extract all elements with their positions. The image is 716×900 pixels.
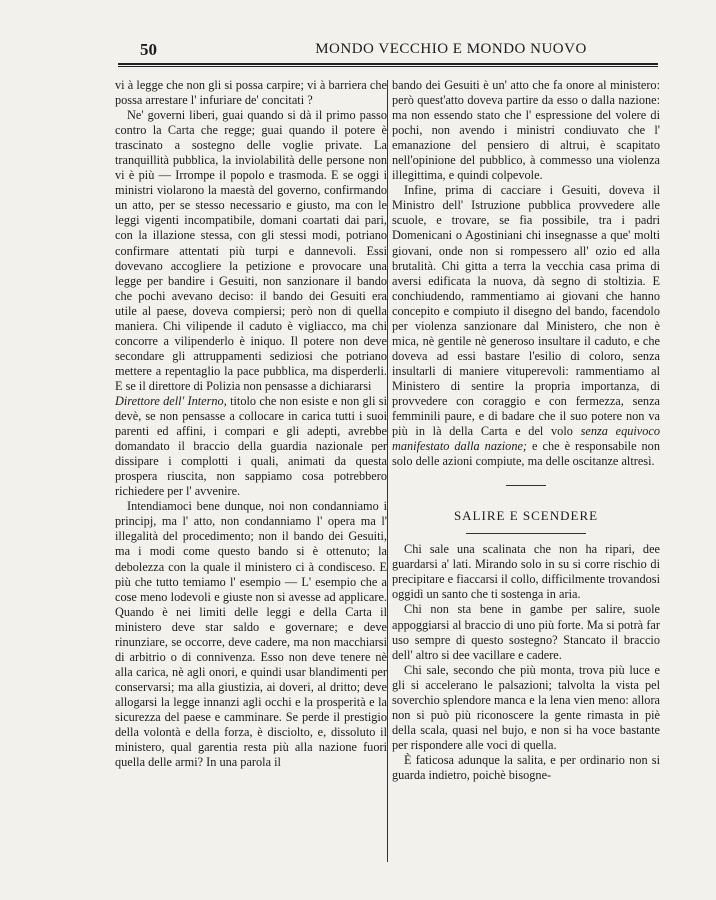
paragraph-continuation: titolo che non esiste e non gli si devè, se non pensasse a collocare in carica tutti i suoi parenti ed affini, i compari e gli adepti, avrebbe domandato il braccio della guardia nazionale per dissipare i complotti i quali, animati da questa prospera riuscita, non sappiamo cosa potrebbero richiedere per l' avvenire. <box>115 393 387 499</box>
paragraph: Ne' governi liberi, guai quando si dà il primo passo contro la Carta che regge; guai quando il potere è trascinato a sostegno delle voglie private. La tranquillità pubblica, la inviolabilità delle persone non vi è più — Irrompe il popolo e trasmoda. E se oggi i ministri violarono la maestà del governo, confirmando un atto, per se stesso necessario e giusto, ma con le leggi vigenti incompatibile, domani coartati dai pari, con la illazione stessa, con gli stessi modi, potriano confirmare attentati più turpi e dannevoli. Essi dovevano accogliere la petizione e provocare una legge per bandire i Gesuiti, non sanzionare il bando che pochi avevano deciso: il bando dei Gesuiti era utile al paese, doveva compiersi; però non di quella maniera. Chi vilipende il caduto è vigliacco, ma chi concorre a vilipenderlo è iniquo. Il potere non deve secondare gli attruppamenti sediziosi che potriano mettere a repentaglio la pace pubblica, ma disperderli. E se il direttore di Polizia non pensasse a dichiararsi <box>115 108 387 393</box>
paragraph: Chi sale una scalinata che non ha ripari, dee guardarsi a' lati. Mirando solo in su si corre rischio di precipitare e fiaccarsi il collo, difficilmente trovandosi oggidì un santo che ti sostenga in aria. <box>392 542 660 602</box>
paragraph-text: Infine, prima di cacciare i Gesuiti, doveva il Ministro dell' Istruzione pubblica provvedere alle scuole, e trovare, se fia possibile, tra i padri Domenicani o Agostiniani chi insegnasse a que' molti giovani, onde non si rompessero all' ozio ed alla brutalità. Chi gitta a terra la vecchia casa prima di aversi edificata la nuova, dà segno di stoltizia. E conchiudendo, rammentiamo ai giovani che hanno concepito e compiuto il disegno del bando, facendolo per violenza sanzionare dal Ministero, che non è mica, nè gentile nè generoso insultare il caduto, e che doveva ad essi bastare l'esilio di coloro, senza insultarli di maniere vituperevoli: rammentiamo al Ministero di sentire la propria importanza, di provvedere con coraggio e con fermezza, senza femminili paure, e di badare che il suo potere non va più in là della Carta e del volo <box>392 183 660 439</box>
column-divider <box>387 80 388 862</box>
paragraph: Chi sale, secondo che più monta, trova più luce e gli si accelerano le palsazioni; talvolta la vista pel soverchio splendore manca e la lena vien meno: allora non si può più riconoscere la gente rimasta in piè della scala, quasi nel bujo, e non si ha voce bastante per rispondere alle voci di quella. <box>392 662 660 752</box>
section-rule <box>466 533 586 534</box>
italic-phrase: senza equivoco manifestato dalla nazione; <box>392 424 660 454</box>
running-title: MONDO VECCHIO E MONDO NUOVO <box>315 41 587 57</box>
paragraph: Chi non sta bene in gambe per salire, suole appoggiarsi al braccio di uno più forte. Ma si potrà far uso sempre di questo sostegno? Stancato il braccio dell' altro si dee vacillare e cadere. <box>392 602 660 662</box>
header-rule <box>118 63 658 67</box>
paragraph <box>115 394 387 499</box>
italic-phrase: Direttore dell' Interno, <box>115 393 227 408</box>
paragraph: Intendiamoci bene dunque, noi non condanniamo i principj, ma l' atto, non condanniamo l' opera ma l' illegalità del procedimento; non il bando dei Gesuiti, ma i modi come questo bando si è ottenuto; la debolezza con la quale il ministero ci à condisceso. E più che tutto temiamo l' esempio — L' esempio che a cose meno lodevoli e giuste non si avesse ad applicare. Quando è nei limiti delle leggi e della Carta il ministero deve star saldo e governare; e deve rinunziare, se occorre, deve cadere, ma non macchiarsi di arbitrio o di connivenza. Esso non deve tenere nè alla carica, nè agli onori, e quindi usar blandimenti per conservarsi; ma alla giustizia, ai doveri, al dritto; deve allogarsi la legge innanzi agli occhi e la prosperità e la sicurezza del paese e camminare. Se perde il prestigio della volontà e della forza, è disciolto, e, dissoluto il ministero, qual garentia resta più alla nazione fuori quella delle armi? In una parola il <box>115 499 387 770</box>
page-number: 50 <box>140 40 157 59</box>
paragraph: vi à legge che non gli si possa carpire; vi à barriera che possa arrestare l' infuriare de' concitati ? <box>115 78 387 108</box>
right-column <box>392 78 660 783</box>
page-header <box>118 38 656 60</box>
paragraph: È faticosa adunque la salita, e per ordinario non si guarda indietro, poichè bisogne- <box>392 752 660 782</box>
left-column <box>115 78 387 770</box>
paragraph: bando dei Gesuiti è un' atto che fa onore al ministero: però quest'atto doveva partire da esso o dalla nazione: ma non essendo stato che l' espressione del volere di pochi, non avendo i ministri condiuvato che l' emanazione del pensiero di altrui, è scapitato nell'opinione del pubblico, à commesso una violenza illegittima, e quindi colpevole. <box>392 78 660 183</box>
paragraph-continuation: e che è responsabile non solo delle azioni compiute, ma delle oscitanze altresì. <box>392 439 660 469</box>
section-rule <box>506 485 546 486</box>
paragraph <box>392 183 660 469</box>
section-title: SALIRE E SCENDERE <box>453 508 599 524</box>
